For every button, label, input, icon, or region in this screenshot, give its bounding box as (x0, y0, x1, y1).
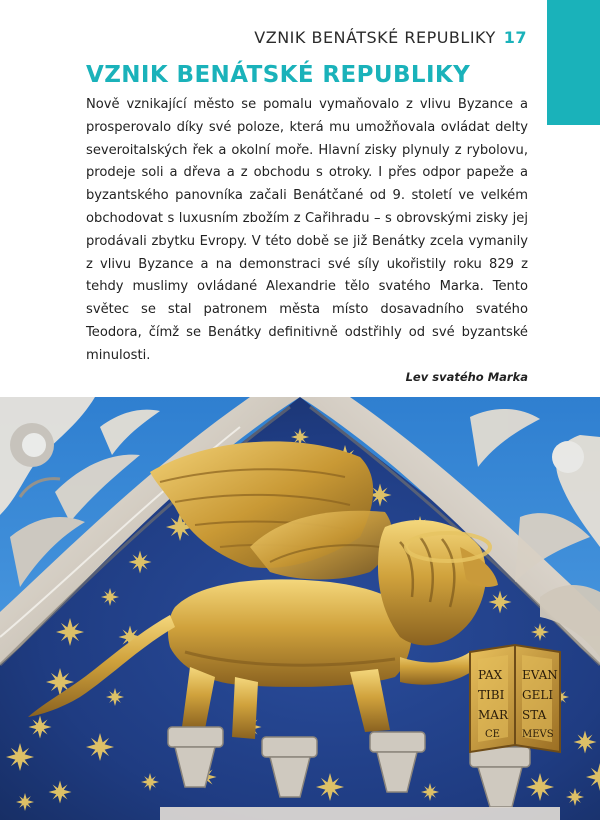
book-word-ce: CE (485, 729, 500, 740)
article-body: Nově vznikající město se pomalu vymaňovalo z vlivu Byzance a prosperovalo díky své poloze, která mu umožňovala ovládat delty severoitalských řek a okolní moře. Hlavní zisky plynuly z rybolovu, prodeje soli a dřeva a z obchodu s otroky. I přes odpor papeže a byzantského panovníka začali Benátčané od 9. století ve velkém obchodovat s luxusním zbožím z Cařihradu – s obrovskými zisky jej prodávali zbytku Evropy. V této době se již Benátky zcela vymanily z vlivu Byzance a na demonstraci své síly ukořistily roku 829 z tehdy muslimy ovládané Alexandrie tělo svatého Marka. Tento světec se stal patronem města místo dosavadního svatého Teodora, čímž se Benátky definitivně odstřihly od své byzantské minulosti. (86, 97, 528, 363)
book-word-tibi: TIBI (478, 688, 505, 702)
chapter-tab (547, 0, 600, 125)
book-word-geli: GELI (522, 688, 554, 702)
book-word-mevs: MEVS (522, 729, 554, 740)
running-header-title: VZNIK BENÁTSKÉ REPUBLIKY (254, 28, 496, 47)
lion-of-saint-mark-photo (0, 397, 600, 820)
book-word-mar: MAR (478, 708, 508, 722)
page-number: 17 (503, 28, 527, 47)
running-header (0, 28, 527, 47)
book-word-pax: PAX (478, 668, 503, 682)
book-word-sta: STA (522, 708, 547, 722)
book-word-evan: EVAN (522, 668, 558, 682)
article-title: VZNIK BENÁTSKÉ REPUBLIKY (86, 62, 471, 88)
photo-caption: Lev svatého Marka (405, 370, 528, 384)
